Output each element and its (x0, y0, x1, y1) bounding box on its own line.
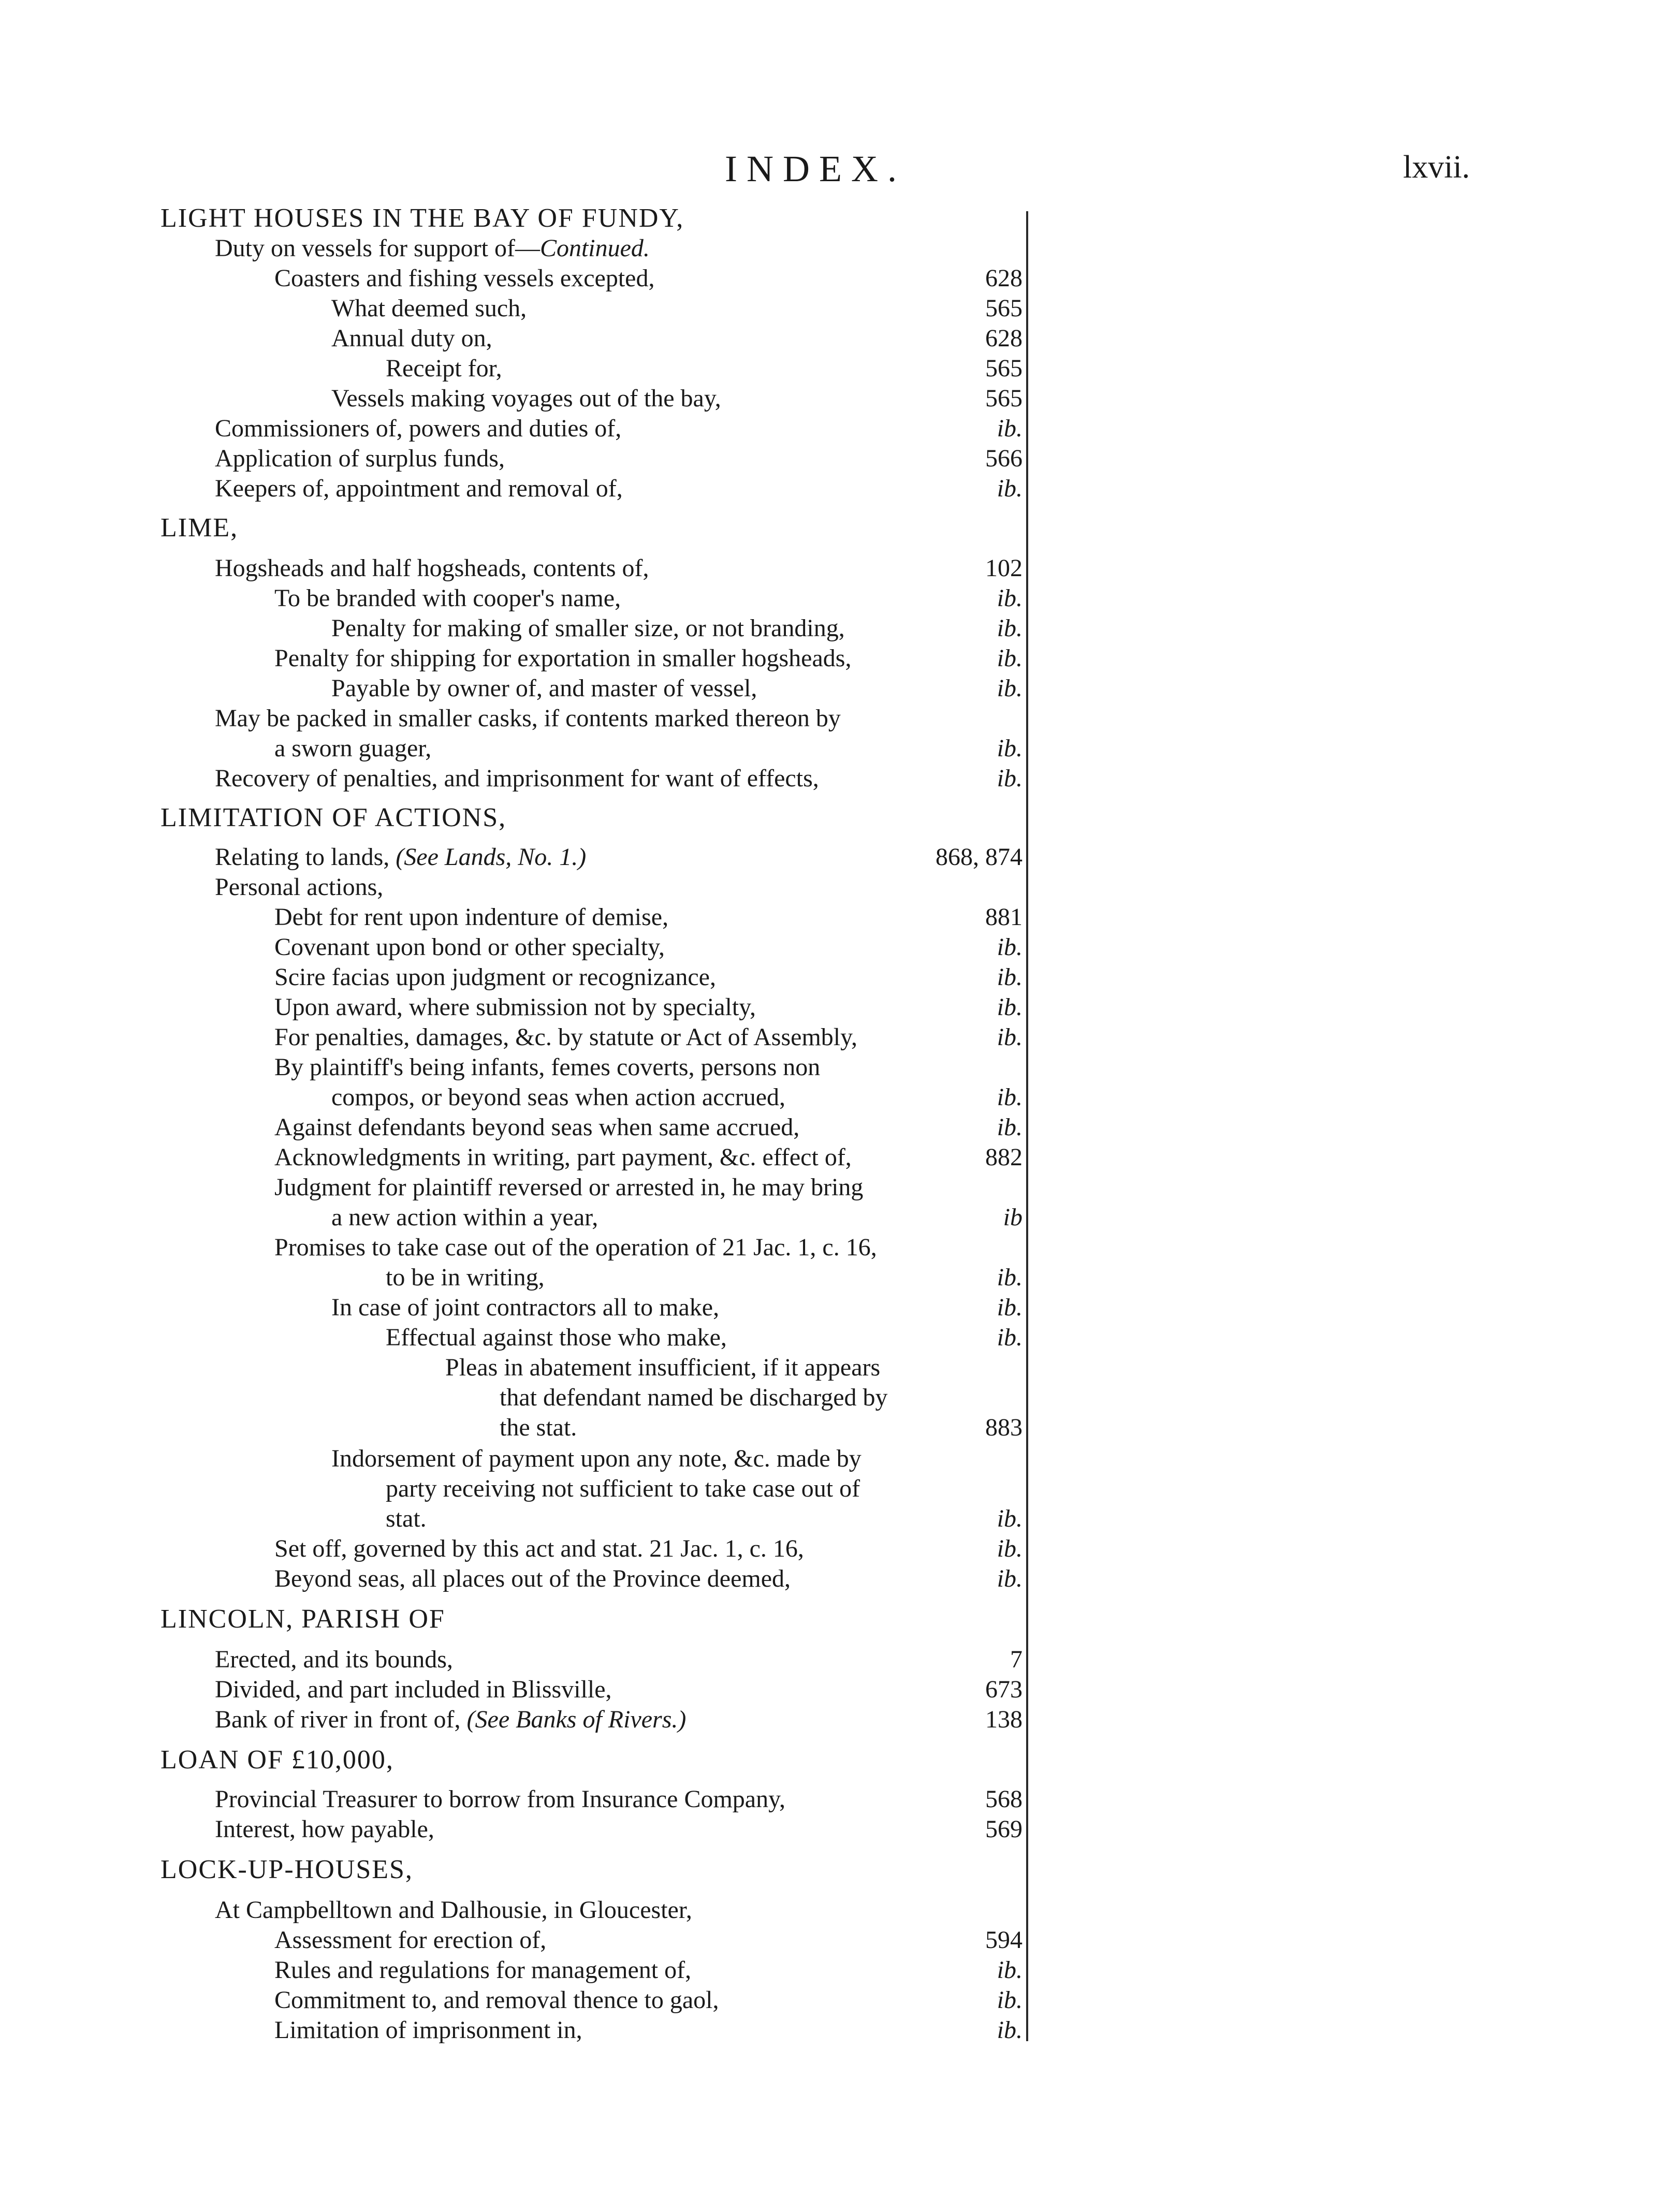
page-reference: 628 (985, 325, 1023, 352)
entry-text (215, 1784, 785, 1815)
entry-label: Beyond seas, all places out of the Province deemed, (274, 1565, 791, 1592)
page-reference: 569 (985, 1815, 1023, 1843)
entry-label: Penalty for making of smaller size, or not branding, (331, 614, 845, 642)
entry-text (331, 383, 721, 414)
page-reference: ib. (997, 415, 1023, 442)
entry-label: Against defendants beyond seas when same accrued, (274, 1114, 800, 1141)
entry-label: Application of surplus funds, (215, 445, 505, 472)
page-reference: ib. (997, 1023, 1023, 1051)
index-entry (0, 1382, 1023, 1413)
page-reference: ib. (997, 993, 1023, 1021)
page-reference: ib. (997, 2016, 1023, 2044)
entry-label: What deemed such, (331, 295, 527, 322)
index-entry (0, 583, 1023, 614)
index-heading (0, 1604, 1023, 1635)
entry-text (274, 1052, 820, 1083)
page-reference: 566 (985, 445, 1023, 472)
entry-label: LOCK-UP-HOUSES, (160, 1855, 413, 1884)
index-entry (0, 383, 1023, 414)
index-entry (0, 1052, 1023, 1083)
entry-label: Covenant upon bond or other specialty, (274, 933, 665, 961)
entry-label: Indorsement of payment upon any note, &c. made by (331, 1445, 861, 1472)
page-reference: ib. (997, 1114, 1023, 1141)
entry-label: Effectual against those who make, (386, 1324, 727, 1351)
page-reference: ib. (997, 1264, 1023, 1291)
page-reference: 883 (985, 1414, 1023, 1441)
index-entry (0, 1112, 1023, 1143)
page-reference: ib. (997, 1324, 1023, 1351)
entry-label: Erected, and its bounds, (215, 1646, 453, 1673)
entry-text (160, 1745, 394, 1776)
index-entry (0, 703, 1023, 734)
index-entry (0, 1473, 1023, 1504)
index-entry (0, 323, 1023, 354)
entry-text (274, 733, 431, 764)
index-entry (0, 613, 1023, 644)
page-reference: ib. (997, 1505, 1023, 1532)
entry-label: Assessment for erection of, (274, 1926, 547, 1954)
page-reference: ib. (997, 765, 1023, 792)
page-reference: ib. (997, 963, 1023, 991)
entry-label: At Campbelltown and Dalhousie, in Gloucester, (215, 1896, 692, 1924)
entry-text (274, 1533, 804, 1564)
index-entry (0, 992, 1023, 1023)
entry-text (215, 413, 621, 444)
index-entry (0, 2015, 1023, 2046)
index-entry (0, 1443, 1023, 1474)
index-entry (0, 1704, 1023, 1735)
entry-text (331, 613, 845, 644)
entry-label: Set off, governed by this act and stat. 21 Jac. 1, c. 16, (274, 1535, 804, 1562)
entry-text (215, 443, 505, 474)
entry-label: LIME, (160, 513, 239, 543)
entry-text (274, 1112, 799, 1143)
index-list (0, 203, 1665, 2077)
index-entry (0, 1322, 1023, 1353)
entry-text (160, 1604, 445, 1635)
entry-text (215, 233, 650, 264)
entry-label: Rules and regulations for management of, (274, 1956, 692, 1984)
entry-label: Hogsheads and half hogsheads, contents of, (215, 554, 649, 582)
entry-text (274, 1142, 852, 1173)
index-entry (0, 233, 1023, 264)
entry-text (274, 932, 665, 963)
entry-text (215, 842, 586, 873)
index-entry (0, 1784, 1023, 1815)
index-entry (0, 1232, 1023, 1263)
index-entry (0, 1563, 1023, 1594)
index-entry (0, 1142, 1023, 1173)
index-entry (0, 1674, 1023, 1705)
entry-text (331, 1292, 719, 1323)
page-reference: ib. (997, 1986, 1023, 2014)
index-entry (0, 1985, 1023, 2016)
page-reference: 565 (985, 355, 1023, 382)
entry-label: party receiving not sufficient to take case out of (386, 1475, 860, 1502)
entry-label: LIMITATION OF ACTIONS, (160, 803, 507, 832)
entry-label: Receipt for, (386, 355, 502, 382)
entry-label: a sworn guager, (274, 735, 432, 762)
index-entry (0, 553, 1023, 584)
page-reference: 673 (985, 1676, 1023, 1703)
index-entry (0, 443, 1023, 474)
page-reference: ib. (997, 1294, 1023, 1321)
page-reference: ib. (997, 614, 1023, 642)
entry-text (274, 902, 668, 933)
entry-label: Annual duty on, (331, 325, 492, 352)
index-entry (0, 673, 1023, 704)
index-entry (0, 872, 1023, 903)
entry-label: Interest, how payable, (215, 1815, 434, 1843)
index-heading (0, 512, 1023, 544)
entry-text (386, 1503, 427, 1534)
page-reference: 565 (985, 295, 1023, 322)
entry-text (445, 1352, 880, 1383)
page-reference: ib. (997, 933, 1023, 961)
entry-text (274, 263, 654, 294)
page-reference: 881 (985, 903, 1023, 931)
entry-text (500, 1382, 888, 1413)
index-entry (0, 932, 1023, 963)
entry-text (331, 323, 492, 354)
page-reference: ib. (997, 1083, 1023, 1111)
entry-label: Commitment to, and removal thence to gaol, (274, 1986, 719, 2014)
index-heading (0, 802, 1023, 833)
entry-label: Personal actions, (215, 873, 384, 901)
index-entry (0, 962, 1023, 993)
entry-text (386, 1473, 860, 1504)
page-title: INDEX. (725, 148, 906, 189)
entry-text (274, 583, 621, 614)
index-entry (0, 1202, 1023, 1233)
entry-label: stat. (386, 1505, 427, 1532)
index-entry (0, 1172, 1023, 1203)
index-entry (0, 1022, 1023, 1053)
entry-text (215, 473, 623, 504)
page-reference: ib. (997, 675, 1023, 702)
entry-label: Recovery of penalties, and imprisonment for want of effects, (215, 765, 819, 792)
entry-text (215, 703, 841, 734)
entry-label: LIGHT HOUSES IN THE BAY OF FUNDY, (160, 203, 684, 233)
entry-label: In case of joint contractors all to make, (331, 1294, 720, 1321)
page-reference: ib (1003, 1204, 1023, 1231)
entry-text (331, 673, 757, 704)
entry-text (215, 1674, 612, 1705)
entry-text (274, 1563, 791, 1594)
entry-label: Penalty for shipping for exportation in smaller hogsheads, (274, 644, 852, 672)
entry-text (331, 1202, 598, 1233)
index-entry (0, 1352, 1023, 1383)
page-reference: ib. (997, 1535, 1023, 1562)
index-entry (0, 643, 1023, 674)
page-reference: ib. (997, 475, 1023, 502)
index-entry (0, 1814, 1023, 1845)
entry-label: a new action within a year, (331, 1204, 598, 1231)
entry-label: Payable by owner of, and master of vessel, (331, 675, 757, 702)
index-entry (0, 1644, 1023, 1675)
entry-label: Provincial Treasurer to borrow from Insurance Company, (215, 1785, 785, 1813)
entry-cross-reference: Continued. (539, 235, 650, 262)
page-reference: ib. (997, 644, 1023, 672)
index-entry (0, 1925, 1023, 1956)
entry-cross-reference: (See Banks of Rivers.) (466, 1706, 687, 1733)
entry-label: to be in writing, (386, 1264, 545, 1291)
entry-text (274, 1172, 863, 1203)
entry-label: Acknowledgments in writing, part payment, &c. effect of, (274, 1144, 852, 1171)
entry-text (274, 1955, 691, 1986)
index-entry (0, 1955, 1023, 1986)
page-reference: 628 (985, 265, 1023, 292)
index-entry (0, 1082, 1023, 1113)
index-entry (0, 473, 1023, 504)
entry-text (215, 553, 649, 584)
entry-text (215, 1704, 686, 1735)
entry-label: Limitation of imprisonment in, (274, 2016, 582, 2044)
index-entry (0, 1292, 1023, 1323)
entry-text (215, 1644, 453, 1675)
entry-text (331, 293, 527, 324)
index-entry (0, 293, 1023, 324)
entry-label: Duty on vessels for support of— (215, 235, 540, 262)
entry-text (274, 1022, 857, 1053)
entry-label: Judgment for plaintiff reversed or arrested in, he may bring (274, 1174, 864, 1201)
entry-label: Pleas in abatement insufficient, if it appears (445, 1354, 881, 1381)
page-reference: 102 (985, 554, 1023, 582)
page-reference: 882 (985, 1144, 1023, 1171)
entry-text (160, 802, 506, 833)
entry-text (215, 872, 383, 903)
page-reference: ib. (997, 1565, 1023, 1592)
entry-text (331, 1443, 861, 1474)
entry-text (274, 962, 716, 993)
entry-cross-reference: (See Lands, No. 1.) (396, 843, 587, 871)
entry-text (215, 1814, 434, 1845)
entry-label: the stat. (500, 1414, 577, 1441)
index-heading (0, 203, 1023, 234)
page-reference: 7 (1010, 1646, 1023, 1673)
entry-label: LOAN OF £10,000, (160, 1745, 394, 1775)
entry-label: Relating to lands, (215, 843, 396, 871)
entry-label: compos, or beyond seas when action accrued, (331, 1083, 786, 1111)
entry-text (386, 1262, 545, 1293)
index-entry (0, 1262, 1023, 1293)
entry-label: Commissioners of, powers and duties of, (215, 415, 622, 442)
entry-label: Coasters and fishing vessels excepted, (274, 265, 655, 292)
index-entry (0, 353, 1023, 384)
entry-text (331, 1082, 785, 1113)
entry-text (274, 2015, 582, 2046)
entry-label: Upon award, where submission not by specialty, (274, 993, 756, 1021)
entry-label: Promises to take case out of the operation of 21 Jac. 1, c. 16, (274, 1234, 877, 1261)
index-entry (0, 1412, 1023, 1443)
index-entry (0, 902, 1023, 933)
index-entry (0, 413, 1023, 444)
page-reference: 868, 874 (936, 843, 1023, 871)
entry-text (274, 1925, 546, 1956)
entry-label: By plaintiff's being infants, femes coverts, persons non (274, 1053, 821, 1081)
page-reference: ib. (997, 584, 1023, 612)
entry-text (500, 1412, 577, 1443)
entry-text (160, 512, 238, 544)
entry-label: Bank of river in front of, (215, 1706, 467, 1733)
index-entry (0, 1533, 1023, 1564)
index-entry (0, 763, 1023, 794)
index-entry (0, 263, 1023, 294)
entry-label: May be packed in smaller casks, if contents marked thereon by (215, 705, 841, 732)
entry-label: Scire facias upon judgment or recognizance, (274, 963, 716, 991)
entry-text (386, 1322, 727, 1353)
index-entry (0, 1895, 1023, 1926)
page-reference: 568 (985, 1785, 1023, 1813)
index-entry (0, 1503, 1023, 1534)
page-reference: 138 (985, 1706, 1023, 1733)
index-heading (0, 1854, 1023, 1885)
entry-text (215, 1895, 692, 1926)
entry-text (274, 1232, 877, 1263)
entry-text (274, 1985, 719, 2016)
index-entry (0, 733, 1023, 764)
entry-label: Vessels making voyages out of the bay, (331, 385, 721, 412)
entry-text (160, 203, 684, 234)
page-reference: 594 (985, 1926, 1023, 1954)
index-entry (0, 842, 1023, 873)
entry-text (160, 1854, 413, 1885)
entry-text (386, 353, 502, 384)
page-number: lxvii. (1403, 150, 1470, 185)
entry-label: To be branded with cooper's name, (274, 584, 621, 612)
entry-label: Debt for rent upon indenture of demise, (274, 903, 669, 931)
index-heading (0, 1745, 1023, 1776)
entry-text (215, 763, 819, 794)
entry-label: that defendant named be discharged by (500, 1384, 888, 1411)
page-reference: 565 (985, 385, 1023, 412)
page-reference: ib. (997, 735, 1023, 762)
entry-text (274, 643, 851, 674)
entry-label: Divided, and part included in Blissville, (215, 1676, 612, 1703)
entry-label: LINCOLN, PARISH OF (160, 1604, 445, 1634)
page-reference: ib. (997, 1956, 1023, 1984)
entry-text (274, 992, 756, 1023)
entry-label: Keepers of, appointment and removal of, (215, 475, 623, 502)
entry-label: For penalties, damages, &c. by statute or Act of Assembly, (274, 1023, 858, 1051)
